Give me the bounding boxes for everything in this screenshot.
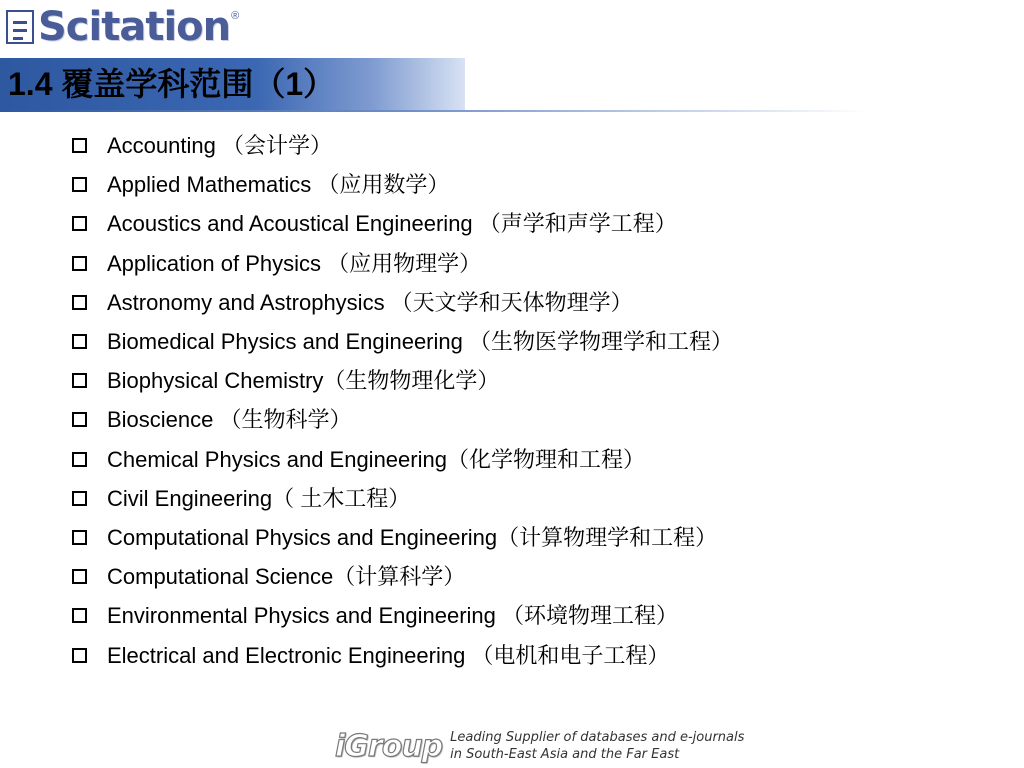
hollow-square-bullet-icon [72,216,87,231]
igroup-logo: iGroup [335,728,443,764]
registered-mark: ® [231,10,240,22]
list-item [72,125,733,164]
hollow-square-bullet-icon [72,412,87,427]
list-item [72,595,733,634]
list-item [72,164,733,203]
hollow-square-bullet-icon [72,138,87,153]
hollow-square-bullet-icon [72,491,87,506]
topic-label: Civil Engineering（ 土木工程） [107,485,411,511]
list-item [72,243,733,282]
topic-label: Bioscience （生物科学） [107,407,352,433]
hollow-square-bullet-icon [72,648,87,663]
list-item [72,634,733,673]
list-item [72,360,733,399]
list-item [72,203,733,242]
document-icon [6,10,34,44]
topic-label: Computational Physics and Engineering（计算物理学和工程） [107,524,718,550]
list-item [72,282,733,321]
topic-label: Environmental Physics and Engineering （环境物理工程） [107,603,679,629]
list-item [72,321,733,360]
hollow-square-bullet-icon [72,569,87,584]
hollow-square-bullet-icon [72,256,87,271]
topic-label: Accounting （会计学） [107,133,332,159]
hollow-square-bullet-icon [72,530,87,545]
topic-label: Biomedical Physics and Engineering （生物医学物理学和工程） [107,329,733,355]
list-item [72,399,733,438]
page-title: 1.4 覆盖学科范围（1） [8,66,336,102]
hollow-square-bullet-icon [72,452,87,467]
list-item [72,439,733,478]
hollow-square-bullet-icon [72,177,87,192]
footer-line-1: Leading Supplier of databases and e-journals [450,730,745,745]
topic-label: Application of Physics （应用物理学） [107,250,482,276]
scitation-logo [6,6,239,48]
hollow-square-bullet-icon [72,608,87,623]
title-divider [0,110,1024,112]
topic-label: Applied Mathematics （应用数学） [107,172,450,198]
hollow-square-bullet-icon [72,334,87,349]
footer-line-2: in South-East Asia and the Far East [450,747,680,762]
footer-tagline [450,729,744,763]
hollow-square-bullet-icon [72,373,87,388]
topic-label: Chemical Physics and Engineering（化学物理和工程） [107,446,645,472]
topic-label: Electrical and Electronic Engineering （电机和电子工程） [107,642,670,668]
logo-text: Scitation [38,4,231,50]
list-item [72,556,733,595]
list-item [72,517,733,556]
topic-label: Computational Science（计算科学） [107,564,466,590]
topic-label: Acoustics and Acoustical Engineering （声学和声学工程） [107,211,677,237]
topic-list [72,125,733,674]
topic-label: Biophysical Chemistry（生物物理化学） [107,368,500,394]
list-item [72,478,733,517]
footer [335,728,744,764]
hollow-square-bullet-icon [72,295,87,310]
topic-label: Astronomy and Astrophysics （天文学和天体物理学） [107,289,633,315]
